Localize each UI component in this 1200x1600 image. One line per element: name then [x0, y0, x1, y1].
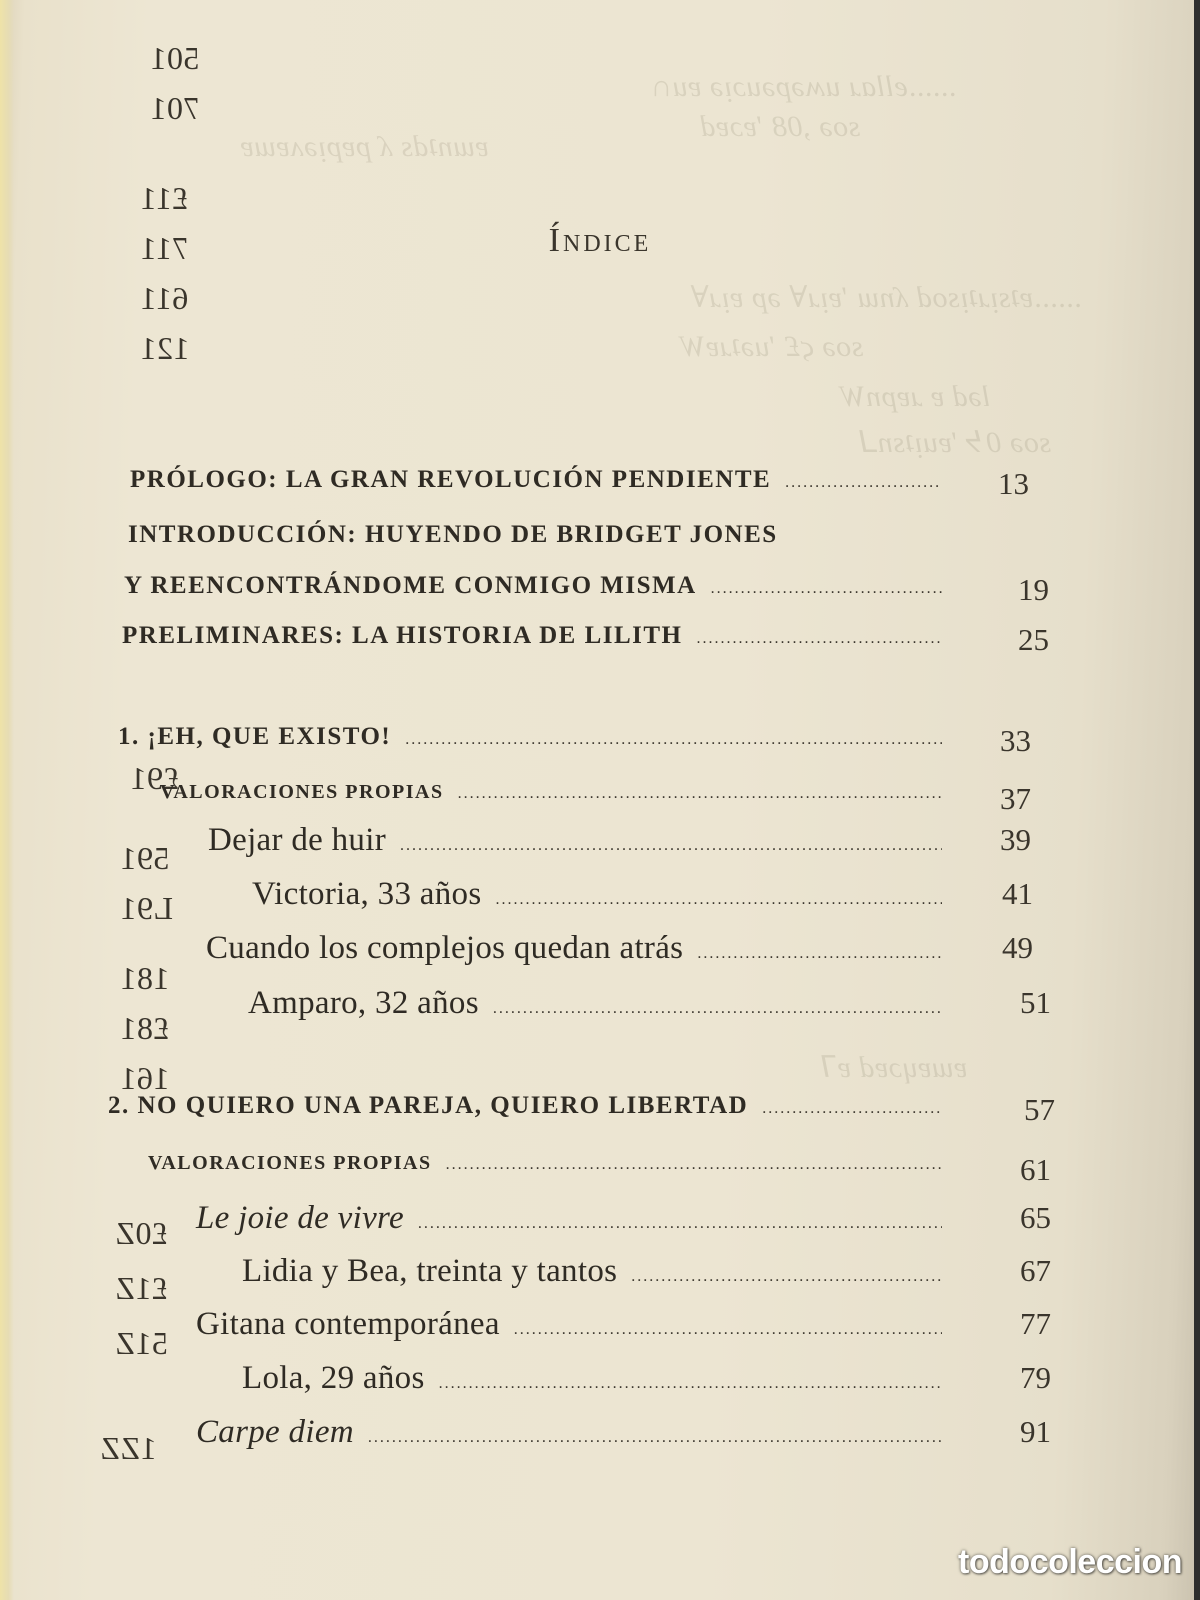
toc-entry-label: Carpe diem: [196, 1414, 354, 1450]
toc-entry-label: Gitana contemporánea: [196, 1306, 500, 1342]
toc-entry-victoria: [252, 876, 1033, 913]
background-edge: [1194, 0, 1200, 1600]
toc-chapter-1: [118, 723, 1031, 758]
toc-entry-carpe-diem: [196, 1414, 1051, 1451]
toc-entry-lola: [242, 1360, 1051, 1397]
toc-entry-valoraciones-1: [160, 781, 1031, 816]
dot-leader: [368, 1429, 942, 1447]
toc-entry-prologo: [130, 466, 1029, 501]
toc-entry-label: 2. NO QUIERO UNA PAREJA, QUIERO LIBERTAD: [108, 1092, 749, 1119]
toc-page-number: 61: [1020, 1152, 1051, 1187]
dot-leader: [418, 1215, 942, 1233]
dot-leader: [762, 1100, 942, 1118]
dot-leader: [631, 1268, 942, 1286]
toc-entry-introduccion-cont: [124, 572, 1049, 607]
toc-entry-lidia-y-bea: [242, 1253, 1051, 1290]
toc-chapter-2: [108, 1092, 1055, 1127]
toc-entry-label: VALORACIONES PROPIAS: [148, 1152, 432, 1174]
toc-entry-label: PRELIMINARES: LA HISTORIA DE LILITH: [122, 622, 683, 649]
toc-page-number: 13: [998, 466, 1029, 501]
dot-leader: [697, 630, 942, 648]
toc-entry-label: Dejar de huir: [208, 822, 386, 858]
toc-page-number: 77: [1020, 1306, 1051, 1341]
toc-entry-label: Le joie de vivre: [196, 1200, 404, 1236]
toc-entry-gitana: [196, 1306, 1051, 1343]
toc-entry-introduccion: [128, 521, 948, 549]
toc-page-number: 25: [1018, 622, 1049, 657]
page-title: Índice: [548, 222, 652, 259]
toc-entry-label: INTRODUCCIÓN: HUYENDO DE BRIDGET JONES: [128, 521, 778, 548]
toc-entry-label: Lidia y Bea, treinta y tantos: [242, 1253, 618, 1289]
toc-entry-label: Victoria, 33 años: [252, 876, 482, 912]
toc-entry-label: Amparo, 32 años: [248, 985, 479, 1021]
toc-page-number: 33: [1000, 723, 1031, 758]
toc-entry-preliminares: [122, 622, 1049, 657]
book-page: 501 701 £11 711 611 121 £91 591 L91 181 £81 161 £0Z £1Z 51Z 1ZZ ......ellaɹ uʍǝpǝuɔᴉǝ ɐu∩ soǝ ,08 'ɐɔɐd ɐɯnʇds ʎ pɐpᴉǝʌɐɯɐ ......ɐʇsᴉɹʇᴉsod ʎnɯ 'ɐᴉɹ∀ ǝp ɐᴉɹ∀ soǝ ϛ£ 'uǝʇɹɐW lǝd ɐ ɹɐpnW soǝ 0ᔭ 'ɐuᴉʇsn⅃ ɐɯɐɥɔɐd ɐ⅂ Índice PRÓLOGO: LA GRAN REVOLUCIÓN PENDIENTE ..... 13 INTRODUCCIÓN: HUYENDO DE BRIDGET JONES Y REENCONTRÁNDOME CONMIGO MISMA ..... 19 PRELIMINARES: LA HISTORIA DE LILITH ..... 25 1. ¡EH, QUE EXISTO! ..... 33 VALORACIONES PROPIAS ..... 37 Dejar de huir ..... 39 Victoria, 33 años ..... 41 Cuando los complejos quedan atrás ..... 49 Amparo, 32 años ..... 51 2. NO QUIERO UNA PAREJA, QUIERO LIBERTAD ..... 57 VALORACIONES PROPIAS ..... 61 Le joie de vivre ..... 65 Lidia y Bea, treinta y tantos ..... 67 Gitana contemporánea ..... 77 Lola, 29 años ..... 79 Carpe diem ..... 91: [0, 0, 1200, 1600]
toc-page-number: 37: [1000, 781, 1031, 816]
toc-entry-label: 1. ¡EH, QUE EXISTO!: [118, 723, 392, 750]
toc-page-number: 51: [1020, 985, 1051, 1020]
toc-page-number: 57: [1024, 1092, 1055, 1127]
toc-entry-label: Y REENCONTRÁNDOME CONMIGO MISMA: [124, 572, 697, 599]
toc-entry-dejar-de-huir: [208, 822, 1031, 859]
toc-page-number: 79: [1020, 1360, 1051, 1395]
toc-page-number: 41: [1002, 876, 1033, 911]
toc-entry-joie-de-vivre: [196, 1200, 1051, 1237]
watermark: todocoleccion: [958, 1543, 1182, 1581]
toc-page-number: 19: [1018, 572, 1049, 607]
toc-entry-label: Cuando los complejos quedan atrás: [206, 930, 684, 966]
toc-entry-amparo: [248, 985, 1051, 1022]
dot-leader: [493, 1000, 942, 1018]
toc-page-number: 49: [1002, 930, 1033, 965]
dot-leader: [446, 1156, 942, 1174]
toc-entry-valoraciones-2: [148, 1152, 1051, 1187]
toc-entry-label: VALORACIONES PROPIAS: [160, 781, 444, 803]
dot-leader: [400, 837, 942, 855]
dot-leader: [785, 474, 942, 492]
dot-leader: [458, 785, 942, 803]
toc-page-number: 65: [1020, 1200, 1051, 1235]
toc-page-number: 39: [1000, 822, 1031, 857]
toc-page-number: 67: [1020, 1253, 1051, 1288]
toc-entry-complejos: [206, 930, 1033, 967]
dot-leader: [514, 1321, 942, 1339]
toc-entry-label: Lola, 29 años: [242, 1360, 425, 1396]
dot-leader: [697, 945, 942, 963]
dot-leader: [711, 580, 942, 598]
dot-leader: [405, 731, 942, 749]
dot-leader: [439, 1375, 942, 1393]
toc-page-number: 91: [1020, 1414, 1051, 1449]
dot-leader: [495, 891, 942, 909]
toc-entry-label: PRÓLOGO: LA GRAN REVOLUCIÓN PENDIENTE: [130, 466, 772, 493]
